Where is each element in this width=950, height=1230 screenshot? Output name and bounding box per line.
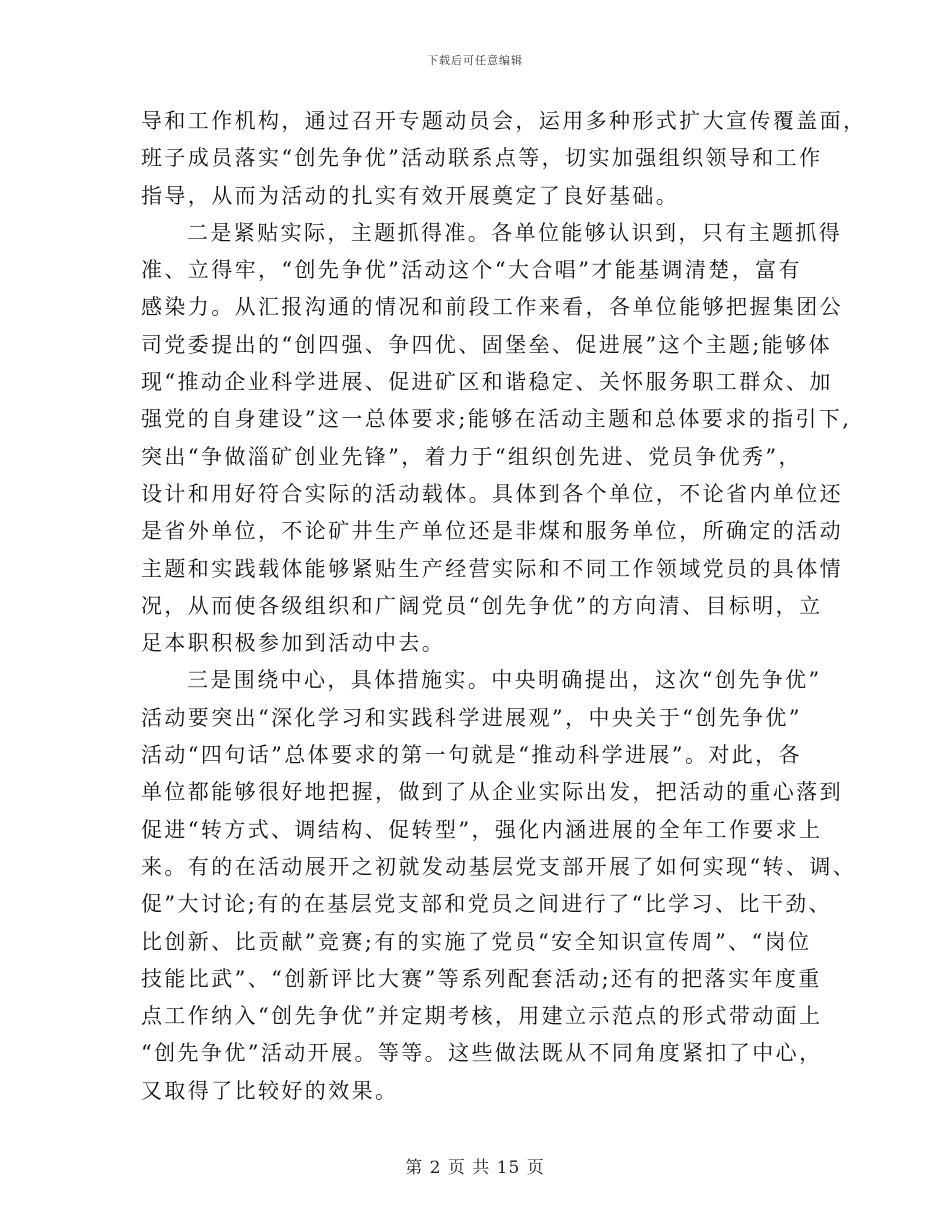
text-line: 促”大讨论;有的在基层党支部和党员之间进行了“比学习、比干劲、 xyxy=(141,892,832,917)
page-header: 下载后可任意编辑 xyxy=(427,54,523,67)
text-line: 现“推动企业科学进展、促进矿区和谐稳定、关怀服务职工群众、加 xyxy=(141,370,833,395)
text-line: 来。有的在活动展开之初就发动基层党支部开展了如何实现“转、调、 xyxy=(141,854,857,879)
text-line: 点工作纳入“创先争优”并定期考核，用建立示范点的形式带动面上 xyxy=(141,1004,823,1029)
text-line: 又取得了比较好的效果。 xyxy=(141,1078,399,1103)
text-line: 活动“四句话”总体要求的第一句就是“推动科学进展”。对此，各 xyxy=(141,743,802,768)
text-line: 促进“转方式、调结构、促转型”，强化内涵进展的全年工作要求上 xyxy=(141,817,823,842)
text-line: 技能比武”、“创新评比大赛”等系列配套活动;还有的把落实年度重 xyxy=(141,966,822,991)
text-line: 单位都能够很好地把握，做到了从企业实际出发，把活动的重心落到 xyxy=(141,780,843,805)
text-line: 设计和用好符合实际的活动载体。具体到各个单位，不论省内单位还 xyxy=(141,481,843,506)
text-line: 足本职积极参加到活动中去。 xyxy=(141,631,446,656)
paragraph-first-line: 三是围绕中心，具体措施实。中央明确提出，这次“创先争优” xyxy=(187,668,822,693)
text-line: 准、立得牢，“创先争优”活动这个“大合唱”才能基调清楚，富有 xyxy=(141,258,802,283)
text-line: “创先争优”活动开展。等等。这些做法既从不同角度紧扣了中心， xyxy=(141,1041,823,1066)
text-line: 导和工作机构，通过召开专题动员会，运用多种形式扩大宣传覆盖面， xyxy=(141,109,867,133)
text-line: 况，从而使各级组织和广阔党员“创先争优”的方向清、目标明，立 xyxy=(141,593,823,618)
paragraph-first-line: 二是紧贴实际，主题抓得准。各单位能够认识到，只有主题抓得 xyxy=(187,220,843,245)
text-line: 比创新、比贡献”竞赛;有的实施了党员“安全知识宣传周”、“岗位 xyxy=(141,929,812,954)
text-line: 班子成员落实“创先争优”活动联系点等，切实加强组织领导和工作 xyxy=(141,146,823,171)
text-line: 突出“争做淄矿创业先锋”，着力于“组织创先进、党员争优秀”， xyxy=(141,444,802,469)
document-body xyxy=(141,103,867,1110)
text-line: 感染力。从汇报沟通的情况和前段工作来看，各单位能够把握集团公 xyxy=(141,295,843,320)
text-line: 指导，从而为活动的扎实有效开展奠定了良好基础。 xyxy=(141,183,680,208)
page-number-footer: 第 2 页 共 15 页 xyxy=(405,1158,545,1178)
text-line: 司党委提出的“创四强、争四优、固堡垒、促进展”这个主题;能够体 xyxy=(141,332,832,357)
text-line: 是省外单位，不论矿井生产单位还是非煤和服务单位，所确定的活动 xyxy=(141,519,843,544)
text-line: 强党的自身建设”这一总体要求;能够在活动主题和总体要求的指引下, xyxy=(141,407,852,432)
text-line: 主题和实践载体能够紧贴生产经营实际和不同工作领域党员的具体情 xyxy=(141,556,843,581)
text-line: 活动要突出“深化学习和实践科学进展观”，中央关于“创先争优” xyxy=(141,705,802,730)
